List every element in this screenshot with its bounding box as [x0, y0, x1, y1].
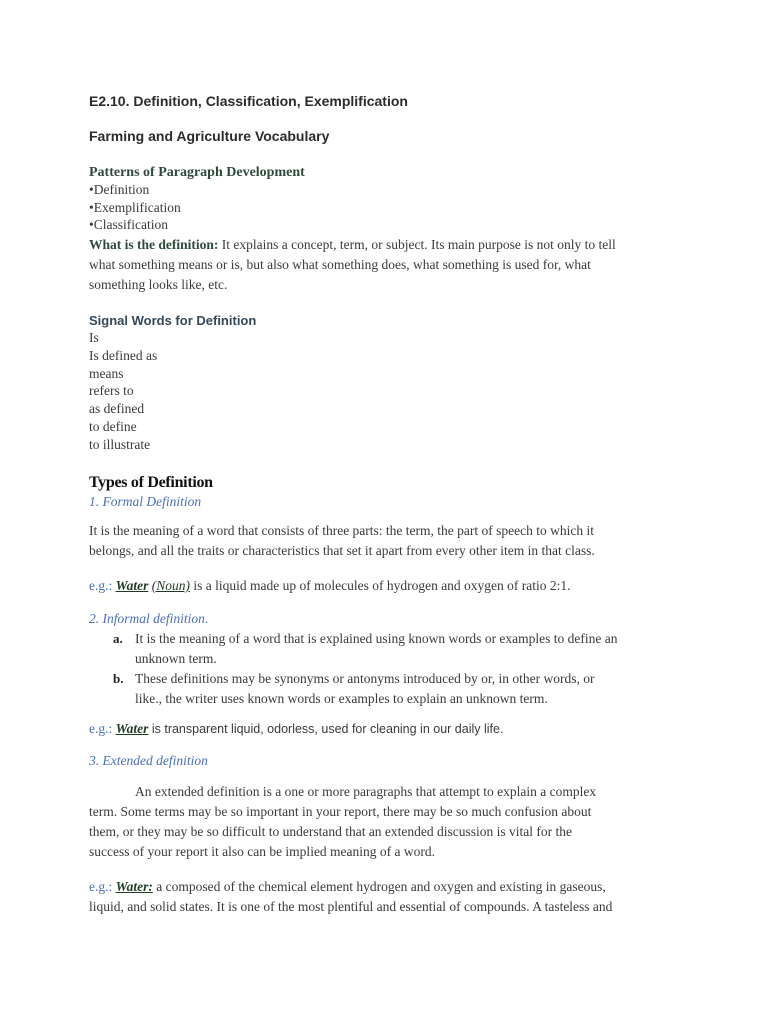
extended-definition-paragraph: An extended definition is a one or more paragraphs that attempt to explain a complex term. Some terms may be so important in your report, there may be so much confusion about them, or they may be so difficult to understand that an extended discussion is vital for the success of your report it also can be implied meaning of a word. — [89, 784, 597, 859]
signal-words-heading: Signal Words for Definition — [89, 313, 257, 328]
list-item: refers to — [89, 383, 134, 399]
extended-example: e.g.: Water: a composed of the chemical element hydrogen and oxygen and existing in gaseous, liquid, and solid states. It is one of the most plentiful and essential of compounds. A tasteless and — [89, 879, 613, 914]
document-title: E2.10. Definition, Classification, Exemplification — [89, 93, 408, 109]
what-is-definition-paragraph: What is the definition: It explains a concept, term, or subject. Its main purpose is not only to tell what something means or is, but also what something does, what something is used for, what something looks like, etc. — [89, 237, 616, 292]
patterns-list — [89, 181, 181, 234]
document-subtitle: Farming and Agriculture Vocabulary — [89, 128, 330, 144]
list-item: to illustrate — [89, 436, 151, 452]
informal-item-b: b. These definitions may be synonyms or antonyms introduced by or, in other words, or like., the writer uses known words or examples to explain an unknown term. — [113, 671, 595, 706]
informal-example: e.g.: Water is transparent liquid, odorless, used for cleaning in our daily life. — [89, 721, 504, 736]
informal-definition-heading: 2. Informal definition. — [89, 611, 209, 626]
formal-definition-paragraph: It is the meaning of a word that consists of three parts: the term, the part of speech to which it belongs, and all the traits or characteristics that set it apart from every other item in that class. — [89, 523, 595, 558]
formal-definition-heading: 1. Formal Definition — [89, 494, 202, 509]
list-item: Is defined as — [89, 347, 158, 363]
what-label: What is the definition: — [89, 237, 219, 252]
list-item: •Exemplification — [89, 199, 181, 215]
signal-words-list — [89, 329, 157, 454]
list-item: means — [89, 365, 124, 381]
list-item: •Classification — [89, 217, 168, 232]
list-item: as defined — [89, 401, 145, 417]
list-item: Is — [89, 330, 99, 345]
list-item: •Definition — [89, 182, 150, 197]
list-item: to define — [89, 418, 137, 434]
informal-item-a: a. It is the meaning of a word that is explained using known words or examples to define an unknown term. — [113, 631, 618, 666]
extended-definition-heading: 3. Extended definition — [89, 753, 208, 768]
patterns-heading: Patterns of Paragraph Development — [89, 165, 305, 180]
types-heading: Types of Definition — [89, 474, 213, 491]
formal-example: e.g.: Water (Noun) is a liquid made up of molecules of hydrogen and oxygen of ratio 2:1. — [89, 578, 571, 593]
